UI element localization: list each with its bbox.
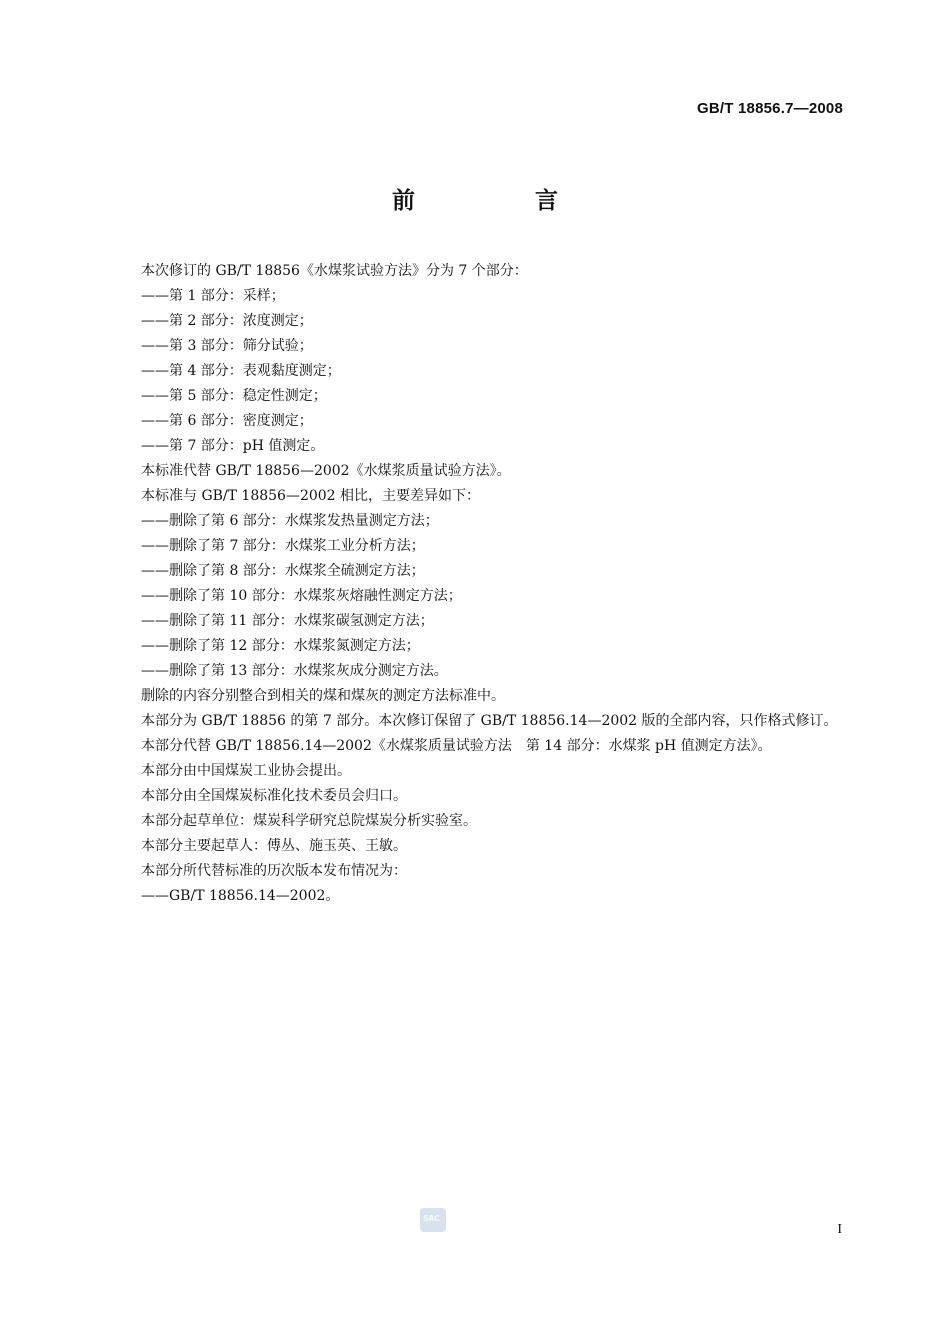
list-item: ——删除了第 11 部分：水煤浆碳氢测定方法； xyxy=(141,613,434,629)
paragraph: 本部分由全国煤炭标准化技术委员会归口。 xyxy=(141,788,407,804)
list-item: ——删除了第 13 部分：水煤浆灰成分测定方法。 xyxy=(141,663,448,679)
list-item: ——GB/T 18856.14—2002。 xyxy=(141,888,340,904)
paragraph: 删除的内容分别整合到相关的煤和煤灰的测定方法标准中。 xyxy=(141,688,505,704)
paragraph: 本部分代替 GB/T 18856.14—2002《水煤浆质量试验方法 第 14 部分：水煤浆 pH 值测定方法》。 xyxy=(141,738,772,754)
page-title: 前 言 xyxy=(391,188,614,214)
paragraph: 本部分所代替标准的历次版本发布情况为： xyxy=(141,863,407,879)
paragraph: 本部分起草单位：煤炭科学研究总院煤炭分析实验室。 xyxy=(141,813,477,829)
paragraph: 本部分主要起草人：傅丛、施玉英、王敏。 xyxy=(141,838,407,854)
list-item: ——删除了第 8 部分：水煤浆全硫测定方法； xyxy=(141,563,425,579)
list-item: ——删除了第 6 部分：水煤浆发热量测定方法； xyxy=(141,513,439,529)
list-item: ——第 7 部分：pH 值测定。 xyxy=(141,438,325,454)
paragraph: 本部分为 GB/T 18856 的第 7 部分。本次修订保留了 GB/T 18856.14—2002 版的全部内容，只作格式修订。 xyxy=(141,713,838,729)
list-item: ——第 6 部分：密度测定； xyxy=(141,413,313,429)
list-item: ——第 5 部分：稳定性测定； xyxy=(141,388,327,404)
list-item: ——删除了第 7 部分：水煤浆工业分析方法； xyxy=(141,538,425,554)
standard-number: GB/T 18856.7—2008 xyxy=(697,100,843,117)
sac-logo xyxy=(420,1208,446,1232)
page-number: I xyxy=(837,1222,842,1237)
logo-text: SAC xyxy=(423,1214,440,1223)
paragraph: 本标准代替 GB/T 18856—2002《水煤浆质量试验方法》。 xyxy=(141,463,511,479)
list-item: ——第 4 部分：表观黏度测定； xyxy=(141,363,341,379)
paragraph: 本标准与 GB/T 18856—2002 相比，主要差异如下： xyxy=(141,488,481,504)
list-item: ——第 2 部分：浓度测定； xyxy=(141,313,313,329)
list-item: ——删除了第 10 部分：水煤浆灰熔融性测定方法； xyxy=(141,588,462,604)
foreword-body xyxy=(108,259,844,909)
list-item: ——第 3 部分：筛分试验； xyxy=(141,338,313,354)
paragraph: 本次修订的 GB/T 18856《水煤浆试验方法》分为 7 个部分： xyxy=(141,263,528,279)
paragraph: 本部分由中国煤炭工业协会提出。 xyxy=(141,763,351,779)
list-item: ——第 1 部分：采样； xyxy=(141,288,285,304)
list-item: ——删除了第 12 部分：水煤浆氮测定方法； xyxy=(141,638,420,654)
